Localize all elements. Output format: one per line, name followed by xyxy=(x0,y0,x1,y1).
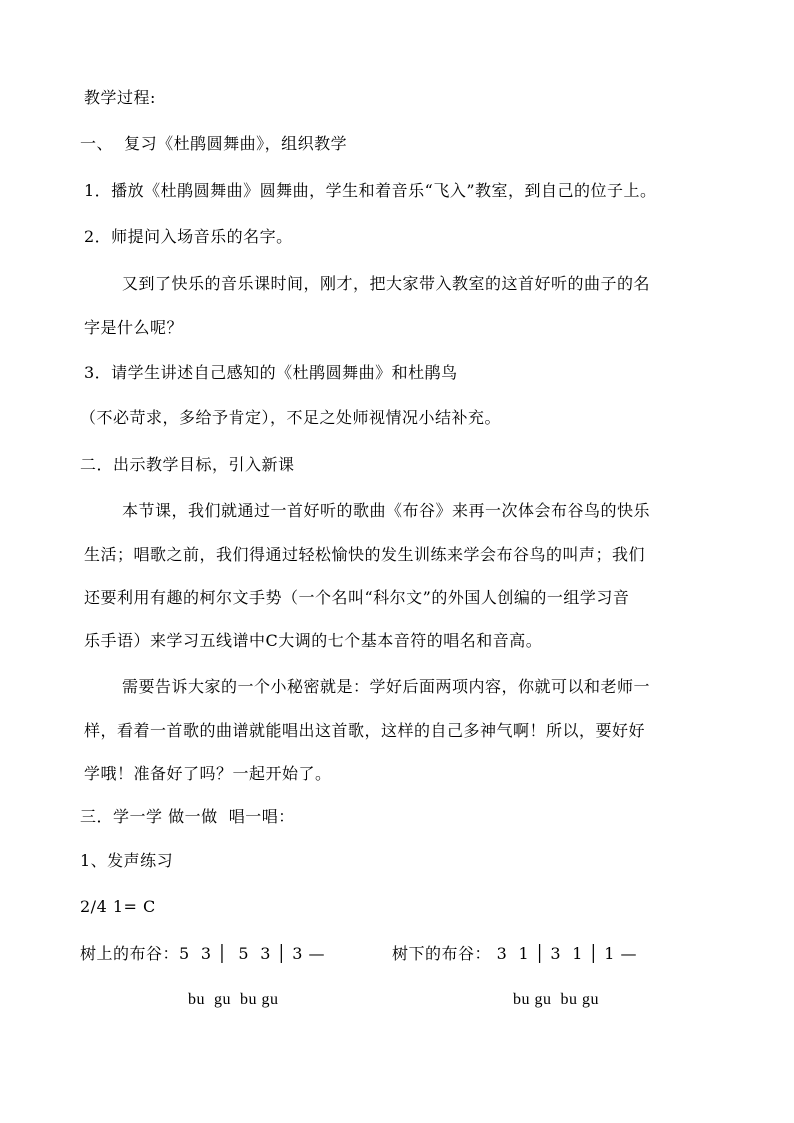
section-2-p1-line-1: 本节课，我们就通过一首好听的歌曲《布谷》来再一次体会布谷鸟的快乐 xyxy=(122,501,651,520)
time-signature-key: 2/4 1= C xyxy=(80,897,156,916)
tree-up-notation: 树上的布谷：5 3 │ 5 3 │ 3 — xyxy=(80,944,326,963)
section-1-item-3: 3．请学生讲述自己感知的《杜鹃圆舞曲》和杜鹃鸟 xyxy=(84,363,458,382)
section-1-item-1: 1．播放《杜鹃圆舞曲》圆舞曲，学生和着音乐“飞入”教室，到自己的位子上。 xyxy=(84,181,657,200)
section-2-p2-line-3: 学哦！准备好了吗？一起开始了。 xyxy=(84,764,332,783)
section-2-p2-line-2: 样，看着一首歌的曲谱就能唱出这首歌，这样的自己多神气啊！所以，要好好 xyxy=(84,721,646,740)
section-2-title: 二．出示教学目标，引入新课 xyxy=(80,455,295,474)
section-1-item-2: 2．师提问入场音乐的名字。 xyxy=(84,227,293,246)
tree-down-notation: 树下的布谷： 3 1 │ 3 1 │ 1 — xyxy=(392,944,638,963)
section-2-p2-line-1: 需要告诉大家的一个小秘密就是：学好后面两项内容，你就可以和老师一 xyxy=(122,677,651,696)
section-3-title: 三．学一学 做一做 唱一唱： xyxy=(80,807,295,826)
section-1-item-3-note: （不必苛求，多给予肯定），不足之处师视情况小结补充。 xyxy=(80,408,502,427)
syllables-right: bu gu bu gu xyxy=(513,991,599,1008)
section-2-p1-line-4: 乐手语）来学习五线谱中C大调的七个基本音符的唱名和音高。 xyxy=(84,631,543,650)
section-3-subsection-1: 1、发声练习 xyxy=(80,851,174,870)
section-2-p1-line-2: 生活；唱歌之前，我们得通过轻松愉快的发生训练来学会布谷鸟的叫声；我们 xyxy=(84,545,646,564)
section-1-paragraph-line-2: 字是什么呢？ xyxy=(84,318,184,337)
syllables-left: bu gu bu gu xyxy=(188,991,279,1008)
section-1-paragraph-line-1: 又到了快乐的音乐课时间，刚才，把大家带入教室的这首好听的曲子的名 xyxy=(122,274,651,293)
section-2-p1-line-3: 还要利用有趣的柯尔文手势（一个名叫“科尔文”的外国人创编的一组学习音 xyxy=(84,588,630,607)
heading: 教学过程: xyxy=(84,88,156,107)
section-1-title: 一、 复习《杜鹃圆舞曲》，组织教学 xyxy=(80,134,348,153)
